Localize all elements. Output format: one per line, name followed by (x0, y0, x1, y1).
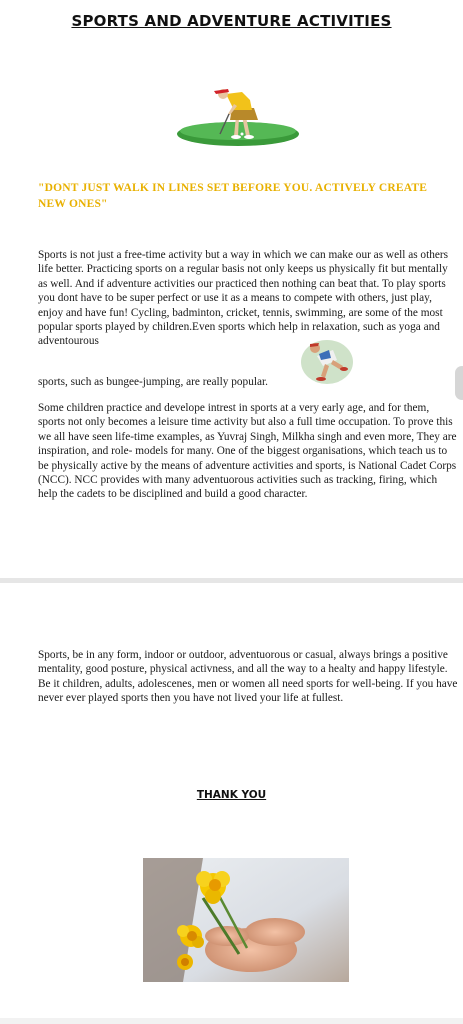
golfer-clipart (176, 86, 300, 148)
paragraph-3: Sports, be in any form, indoor or outdoor, adventuorous or casual, always brings a positive mentality, good posture, physical activness, and all the way to a healty and happy lifestyle. Be it children, adults, adolescenes, men or women all need sports for well-being. If you have never ever played sports then you have not lived your life at fullest. (38, 649, 458, 705)
paragraph-1: Sports is not just a free-time activity but a way in which we can make our as well as others life better. Practicing sports on a regular basis not only keeps us physically fit but mentally as well. And if adventure activities our practiced then nothing can beat that. To play sports you dont have to be super perfect or use it as a means to compete with others, just play, enjoy and have fun! Cycling, badminton, cricket, tennis, swimming, are some of the most popular sports played by children.Even sports which help in relaxation, such as yoga and adventourous (38, 249, 449, 348)
paragraph-1-continued: sports, such as bungee-jumping, are really popular. (38, 376, 268, 388)
scroll-handle[interactable] (455, 366, 463, 400)
quote: "DONT JUST WALK IN LINES SET BEFORE YOU. ACTIVELY CREATE NEW ONES" (38, 182, 428, 210)
paragraph-2: Some children practice and develope intrest in sports at a very early age, and for them, sports not only becomes a leisure time activity but also a full time occupation. To prove this we all have seen life-time examples, as Yuvraj Singh, Milkha singh and even more, They are inspiration, and role- models for many. One of the biggest organisations, which teach us to be physically active by the means of adventure activities and sports, is National Cadet Corps (NCC). NCC provides with many adventuorous activities such as tracking, firing, which help the cadets to be disciplined and build a good character. (38, 402, 457, 501)
hands-holding-daffodil-photo (143, 858, 349, 982)
bottom-bar (0, 1018, 463, 1024)
page-title: SPORTS AND ADVENTURE ACTIVITIES (71, 12, 392, 30)
thank-you-heading: THANK YOU (196, 789, 267, 801)
